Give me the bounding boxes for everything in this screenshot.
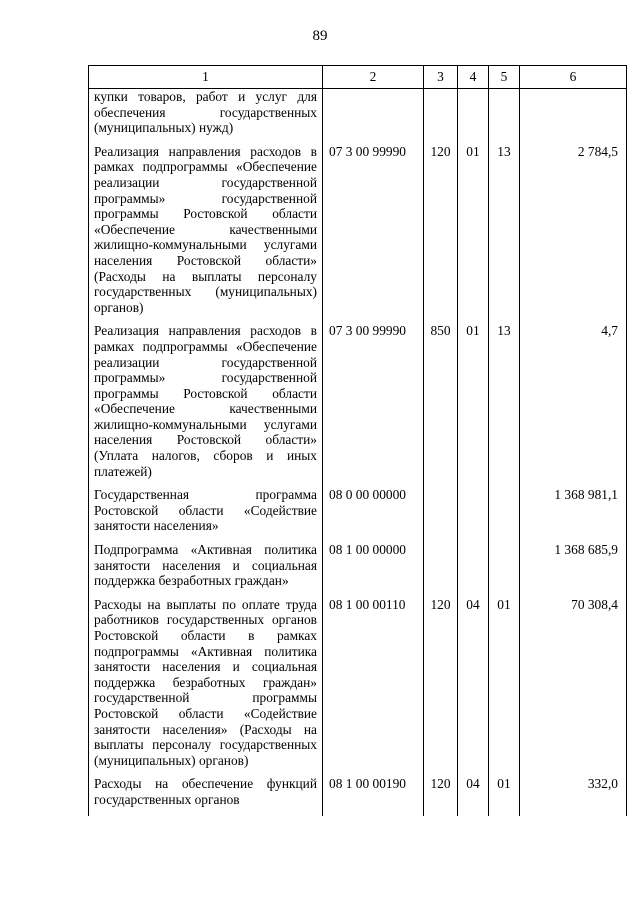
row-amount: 1 368 981,1	[520, 487, 627, 542]
table-row	[89, 542, 627, 597]
budget-table	[88, 65, 627, 816]
row-amount: 332,0	[520, 776, 627, 815]
row-section	[458, 542, 489, 597]
header-col-2: 2	[323, 66, 424, 89]
row-target-code: 08 1 00 00190	[323, 776, 424, 815]
row-name: Реализация направления расходов в рамках подпрограммы «Обеспечение реализации государственной программы» государственной программы Ростовской области «Обеспечение качественными жилищно-коммунальными услугами населения Ростовской области» (Уплата налогов, сборов и иных платежей)	[89, 323, 323, 487]
table-row	[89, 776, 627, 815]
row-target-code: 08 1 00 00110	[323, 597, 424, 777]
table-row	[89, 487, 627, 542]
row-section	[458, 89, 489, 144]
row-section	[458, 487, 489, 542]
header-col-3: 3	[424, 66, 458, 89]
row-subsection: 13	[489, 323, 520, 487]
table-row	[89, 323, 627, 487]
row-expense-type	[424, 89, 458, 144]
row-section: 01	[458, 144, 489, 324]
row-section: 04	[458, 776, 489, 815]
row-expense-type	[424, 542, 458, 597]
row-name: Подпрограмма «Активная политика занятости населения и социальная поддержка безработных граждан»	[89, 542, 323, 597]
row-subsection: 13	[489, 144, 520, 324]
row-name: купки товаров, работ и услуг для обеспечения государственных (муниципальных) нужд)	[89, 89, 323, 144]
row-target-code	[323, 89, 424, 144]
row-expense-type: 120	[424, 776, 458, 815]
row-amount: 70 308,4	[520, 597, 627, 777]
row-subsection: 01	[489, 776, 520, 815]
row-amount: 1 368 685,9	[520, 542, 627, 597]
row-subsection	[489, 542, 520, 597]
row-target-code: 08 1 00 00000	[323, 542, 424, 597]
row-amount	[520, 89, 627, 144]
row-subsection	[489, 89, 520, 144]
row-target-code: 07 3 00 99990	[323, 144, 424, 324]
row-target-code: 07 3 00 99990	[323, 323, 424, 487]
table-header-row	[89, 66, 627, 89]
row-name: Расходы на обеспечение функций государственных органов	[89, 776, 323, 815]
row-expense-type: 120	[424, 144, 458, 324]
table-row	[89, 597, 627, 777]
header-col-6: 6	[520, 66, 627, 89]
header-col-1: 1	[89, 66, 323, 89]
row-expense-type: 850	[424, 323, 458, 487]
row-section: 01	[458, 323, 489, 487]
row-expense-type: 120	[424, 597, 458, 777]
row-section: 04	[458, 597, 489, 777]
table-row	[89, 144, 627, 324]
row-name: Государственная программа Ростовской области «Содействие занятости населения»	[89, 487, 323, 542]
row-amount: 4,7	[520, 323, 627, 487]
page-number: 89	[312, 28, 328, 44]
row-subsection	[489, 487, 520, 542]
row-amount: 2 784,5	[520, 144, 627, 324]
header-col-5: 5	[489, 66, 520, 89]
row-subsection: 01	[489, 597, 520, 777]
row-target-code: 08 0 00 00000	[323, 487, 424, 542]
table-row	[89, 89, 627, 144]
header-col-4: 4	[458, 66, 489, 89]
row-name: Реализация направления расходов в рамках подпрограммы «Обеспечение реализации государственной программы» государственной программы Ростовской области «Обеспечение качественными жилищно-коммунальными услугами населения Ростовской области» (Расходы на выплаты персоналу государственных (муниципальных) органов)	[89, 144, 323, 324]
row-expense-type	[424, 487, 458, 542]
row-name: Расходы на выплаты по оплате труда работников государственных органов Ростовской области в рамках подпрограммы «Активная политика занятости населения и социальная поддержка безработных граждан» государственной программы Ростовской области «Содействие занятости населения» (Расходы на выплаты персоналу государственных (муниципальных) органов)	[89, 597, 323, 777]
